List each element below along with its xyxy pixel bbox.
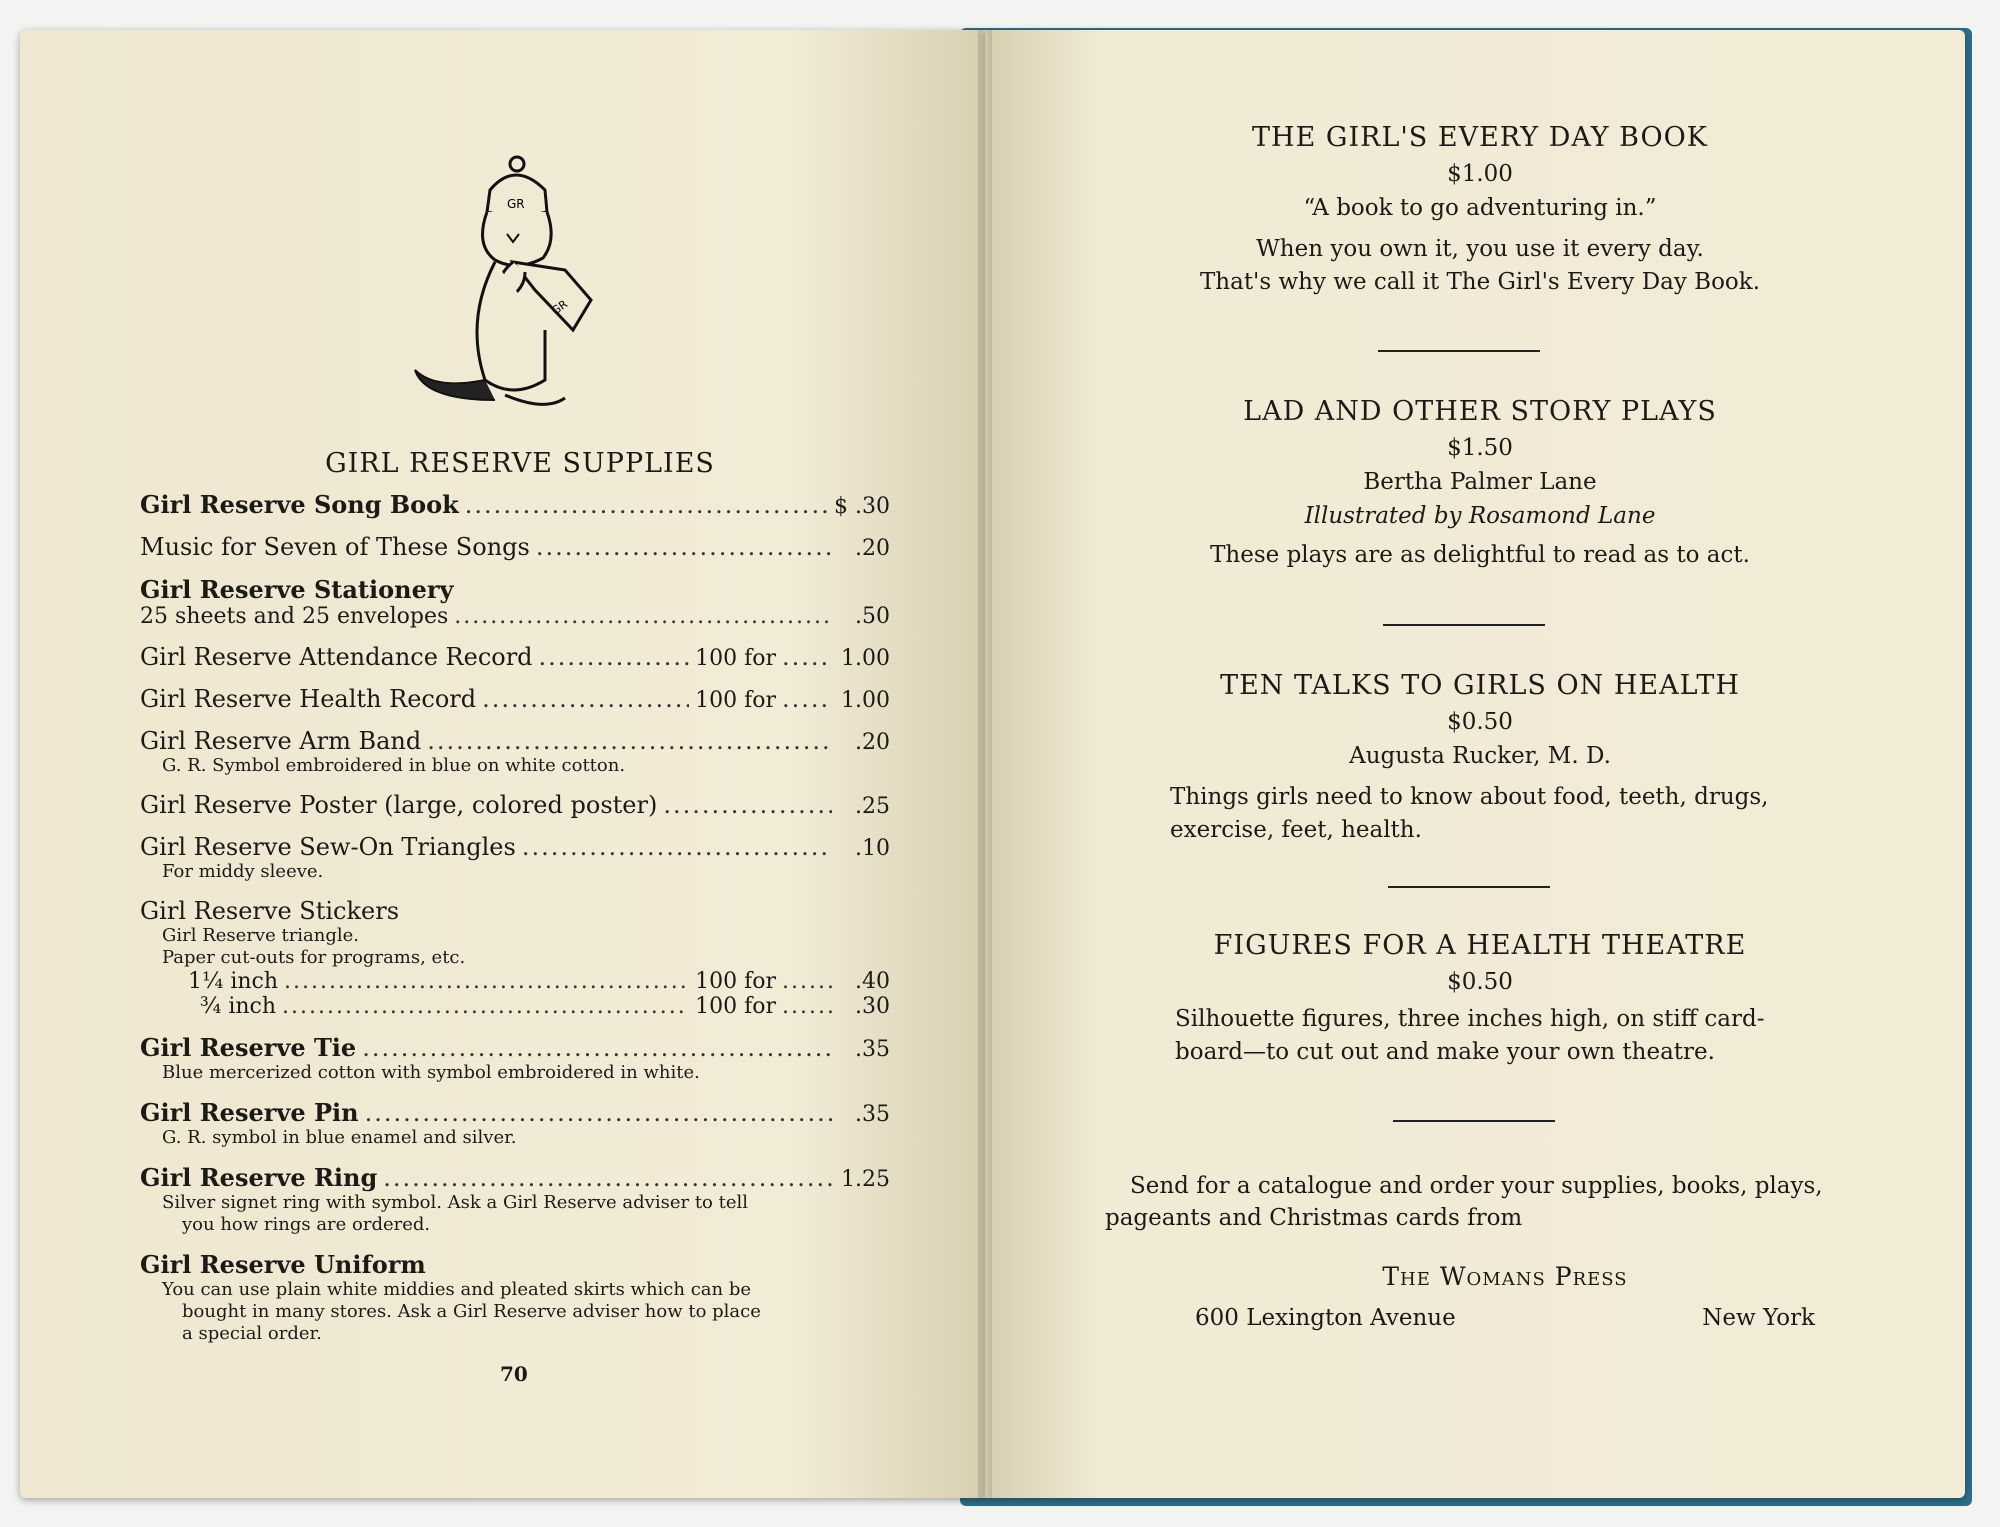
- list-item: [140, 727, 890, 777]
- list-item: [140, 1250, 890, 1345]
- book-description: These plays are as delightful to read as to act.: [1210, 542, 1750, 568]
- item-note: you how rings are ordered.: [182, 1214, 431, 1235]
- book-title: TEN TALKS TO GIRLS ON HEALTH: [1220, 670, 1740, 701]
- item-price: .20: [855, 536, 890, 561]
- item-name: Girl Reserve Health Record: [140, 685, 477, 713]
- item-name: Girl Reserve Ring: [140, 1163, 378, 1192]
- page-number: 70: [500, 1362, 528, 1386]
- item-note: Silver signet ring with symbol. Ask a Girl Reserve adviser to tell: [162, 1192, 749, 1213]
- book-entry: [1100, 396, 1860, 572]
- book-description: That's why we call it The Girl's Every Day Book.: [1199, 269, 1761, 295]
- divider: [1388, 886, 1550, 888]
- item-price: .30: [855, 994, 890, 1019]
- list-item: [140, 897, 890, 1019]
- item-name: Girl Reserve Song Book: [140, 490, 459, 519]
- item-note: G. R. symbol in blue enamel and silver.: [162, 1127, 517, 1148]
- list-item: [140, 490, 890, 519]
- list-item: [140, 685, 890, 713]
- item-qty: 100 for: [695, 969, 776, 994]
- hat-gr-letters: GR: [507, 197, 525, 211]
- item-note: bought in many stores. Ask a Girl Reserve adviser how to place: [182, 1301, 761, 1322]
- item-name: Girl Reserve Arm Band: [140, 727, 422, 755]
- book-description: Silhouette figures, three inches high, on stiff card-: [1175, 1006, 1765, 1032]
- item-name: Girl Reserve Pin: [140, 1098, 359, 1127]
- item-qty: 100 for: [695, 994, 776, 1019]
- book-illustrator: Illustrated by Rosamond Lane: [1304, 503, 1656, 529]
- item-name: Music for Seven of These Songs: [140, 533, 530, 561]
- list-item: [140, 533, 890, 561]
- list-item: [140, 643, 890, 671]
- book-gutter: [978, 30, 992, 1498]
- book-price: $1.00: [1447, 161, 1513, 187]
- supplies-heading: GIRL RESERVE SUPPLIES: [325, 448, 715, 479]
- divider: [1383, 624, 1545, 626]
- book-description: board—to cut out and make your own theatre.: [1175, 1039, 1715, 1065]
- book-author: Augusta Rucker, M. D.: [1349, 743, 1611, 769]
- item-price: .35: [855, 1102, 890, 1127]
- sticker-size: 1¼ inch: [188, 969, 279, 994]
- item-note: Blue mercerized cotton with symbol embroidered in white.: [162, 1062, 700, 1083]
- item-price: .25: [855, 794, 890, 819]
- book-author: Bertha Palmer Lane: [1363, 469, 1597, 495]
- divider: [1393, 1120, 1555, 1122]
- publisher-name: The Womans Press: [1382, 1262, 1628, 1291]
- item-price: .35: [855, 1037, 890, 1062]
- item-price: 1.00: [841, 688, 890, 713]
- book-title: LAD AND OTHER STORY PLAYS: [1243, 396, 1717, 427]
- item-name: Girl Reserve Uniform: [140, 1250, 426, 1279]
- book-entry: [1100, 122, 1860, 299]
- book-description: When you own it, you use it every day.: [1256, 236, 1704, 262]
- item-price: 1.25: [841, 1167, 890, 1192]
- book-price: $1.50: [1447, 435, 1513, 461]
- book-title: FIGURES FOR A HEALTH THEATRE: [1213, 930, 1747, 961]
- item-note: 25 sheets and 25 envelopes: [140, 604, 449, 629]
- book-description: exercise, feet, health.: [1170, 817, 1422, 843]
- order-instructions: [1105, 1170, 1855, 1234]
- publisher-city: New York: [1702, 1305, 1815, 1331]
- item-price: 1.00: [841, 646, 890, 671]
- item-note: Paper cut-outs for programs, etc.: [162, 947, 466, 968]
- item-note: For middy sleeve.: [162, 861, 324, 882]
- supplies-list: [140, 490, 890, 1359]
- item-name: Girl Reserve Tie: [140, 1033, 357, 1062]
- item-qty: 100 for: [695, 688, 776, 713]
- book-price: $0.50: [1447, 709, 1513, 735]
- book-description: Things girls need to know about food, teeth, drugs,: [1170, 784, 1769, 810]
- list-item: [140, 1163, 890, 1236]
- book-entry: [1100, 930, 1860, 1069]
- item-price: .40: [855, 969, 890, 994]
- book-price: $0.50: [1447, 969, 1513, 995]
- item-note: a special order.: [182, 1323, 322, 1344]
- list-item: [140, 833, 890, 883]
- order-text: pageants and Christmas cards from: [1105, 1205, 1523, 1231]
- item-name: Girl Reserve Stationery: [140, 575, 454, 604]
- item-name: Girl Reserve Attendance Record: [140, 643, 533, 671]
- publisher-block: [1195, 1262, 1815, 1331]
- item-price: $ .30: [834, 494, 890, 519]
- list-item: [140, 1098, 890, 1149]
- sticker-size: ¾ inch: [200, 994, 277, 1019]
- item-note: Girl Reserve triangle.: [162, 925, 360, 946]
- item-name: Girl Reserve Sew-On Triangles: [140, 833, 516, 861]
- list-item: [140, 1033, 890, 1084]
- item-price: .50: [855, 604, 890, 629]
- item-note: You can use plain white middies and pleated skirts which can be: [162, 1279, 751, 1300]
- divider: [1378, 350, 1540, 352]
- publisher-address: 600 Lexington Avenue: [1195, 1305, 1456, 1331]
- item-name: Girl Reserve Poster (large, colored poster): [140, 791, 658, 819]
- book-title: THE GIRL'S EVERY DAY BOOK: [1252, 122, 1708, 153]
- cat-mascot-illustration: [395, 150, 635, 420]
- item-price: .20: [855, 730, 890, 755]
- order-text: Send for a catalogue and order your supplies, books, plays,: [1130, 1173, 1823, 1199]
- item-qty: 100 for: [695, 646, 776, 671]
- item-price: .10: [855, 836, 890, 861]
- book-entry: [1100, 670, 1860, 847]
- item-note: G. R. Symbol embroidered in blue on white cotton.: [162, 755, 626, 776]
- item-name: Girl Reserve Stickers: [140, 897, 400, 925]
- book-quote: “A book to go adventuring in.”: [1303, 195, 1657, 221]
- list-item: [140, 791, 890, 819]
- list-item: [140, 575, 890, 629]
- tie-gr-letters: GR: [549, 297, 570, 318]
